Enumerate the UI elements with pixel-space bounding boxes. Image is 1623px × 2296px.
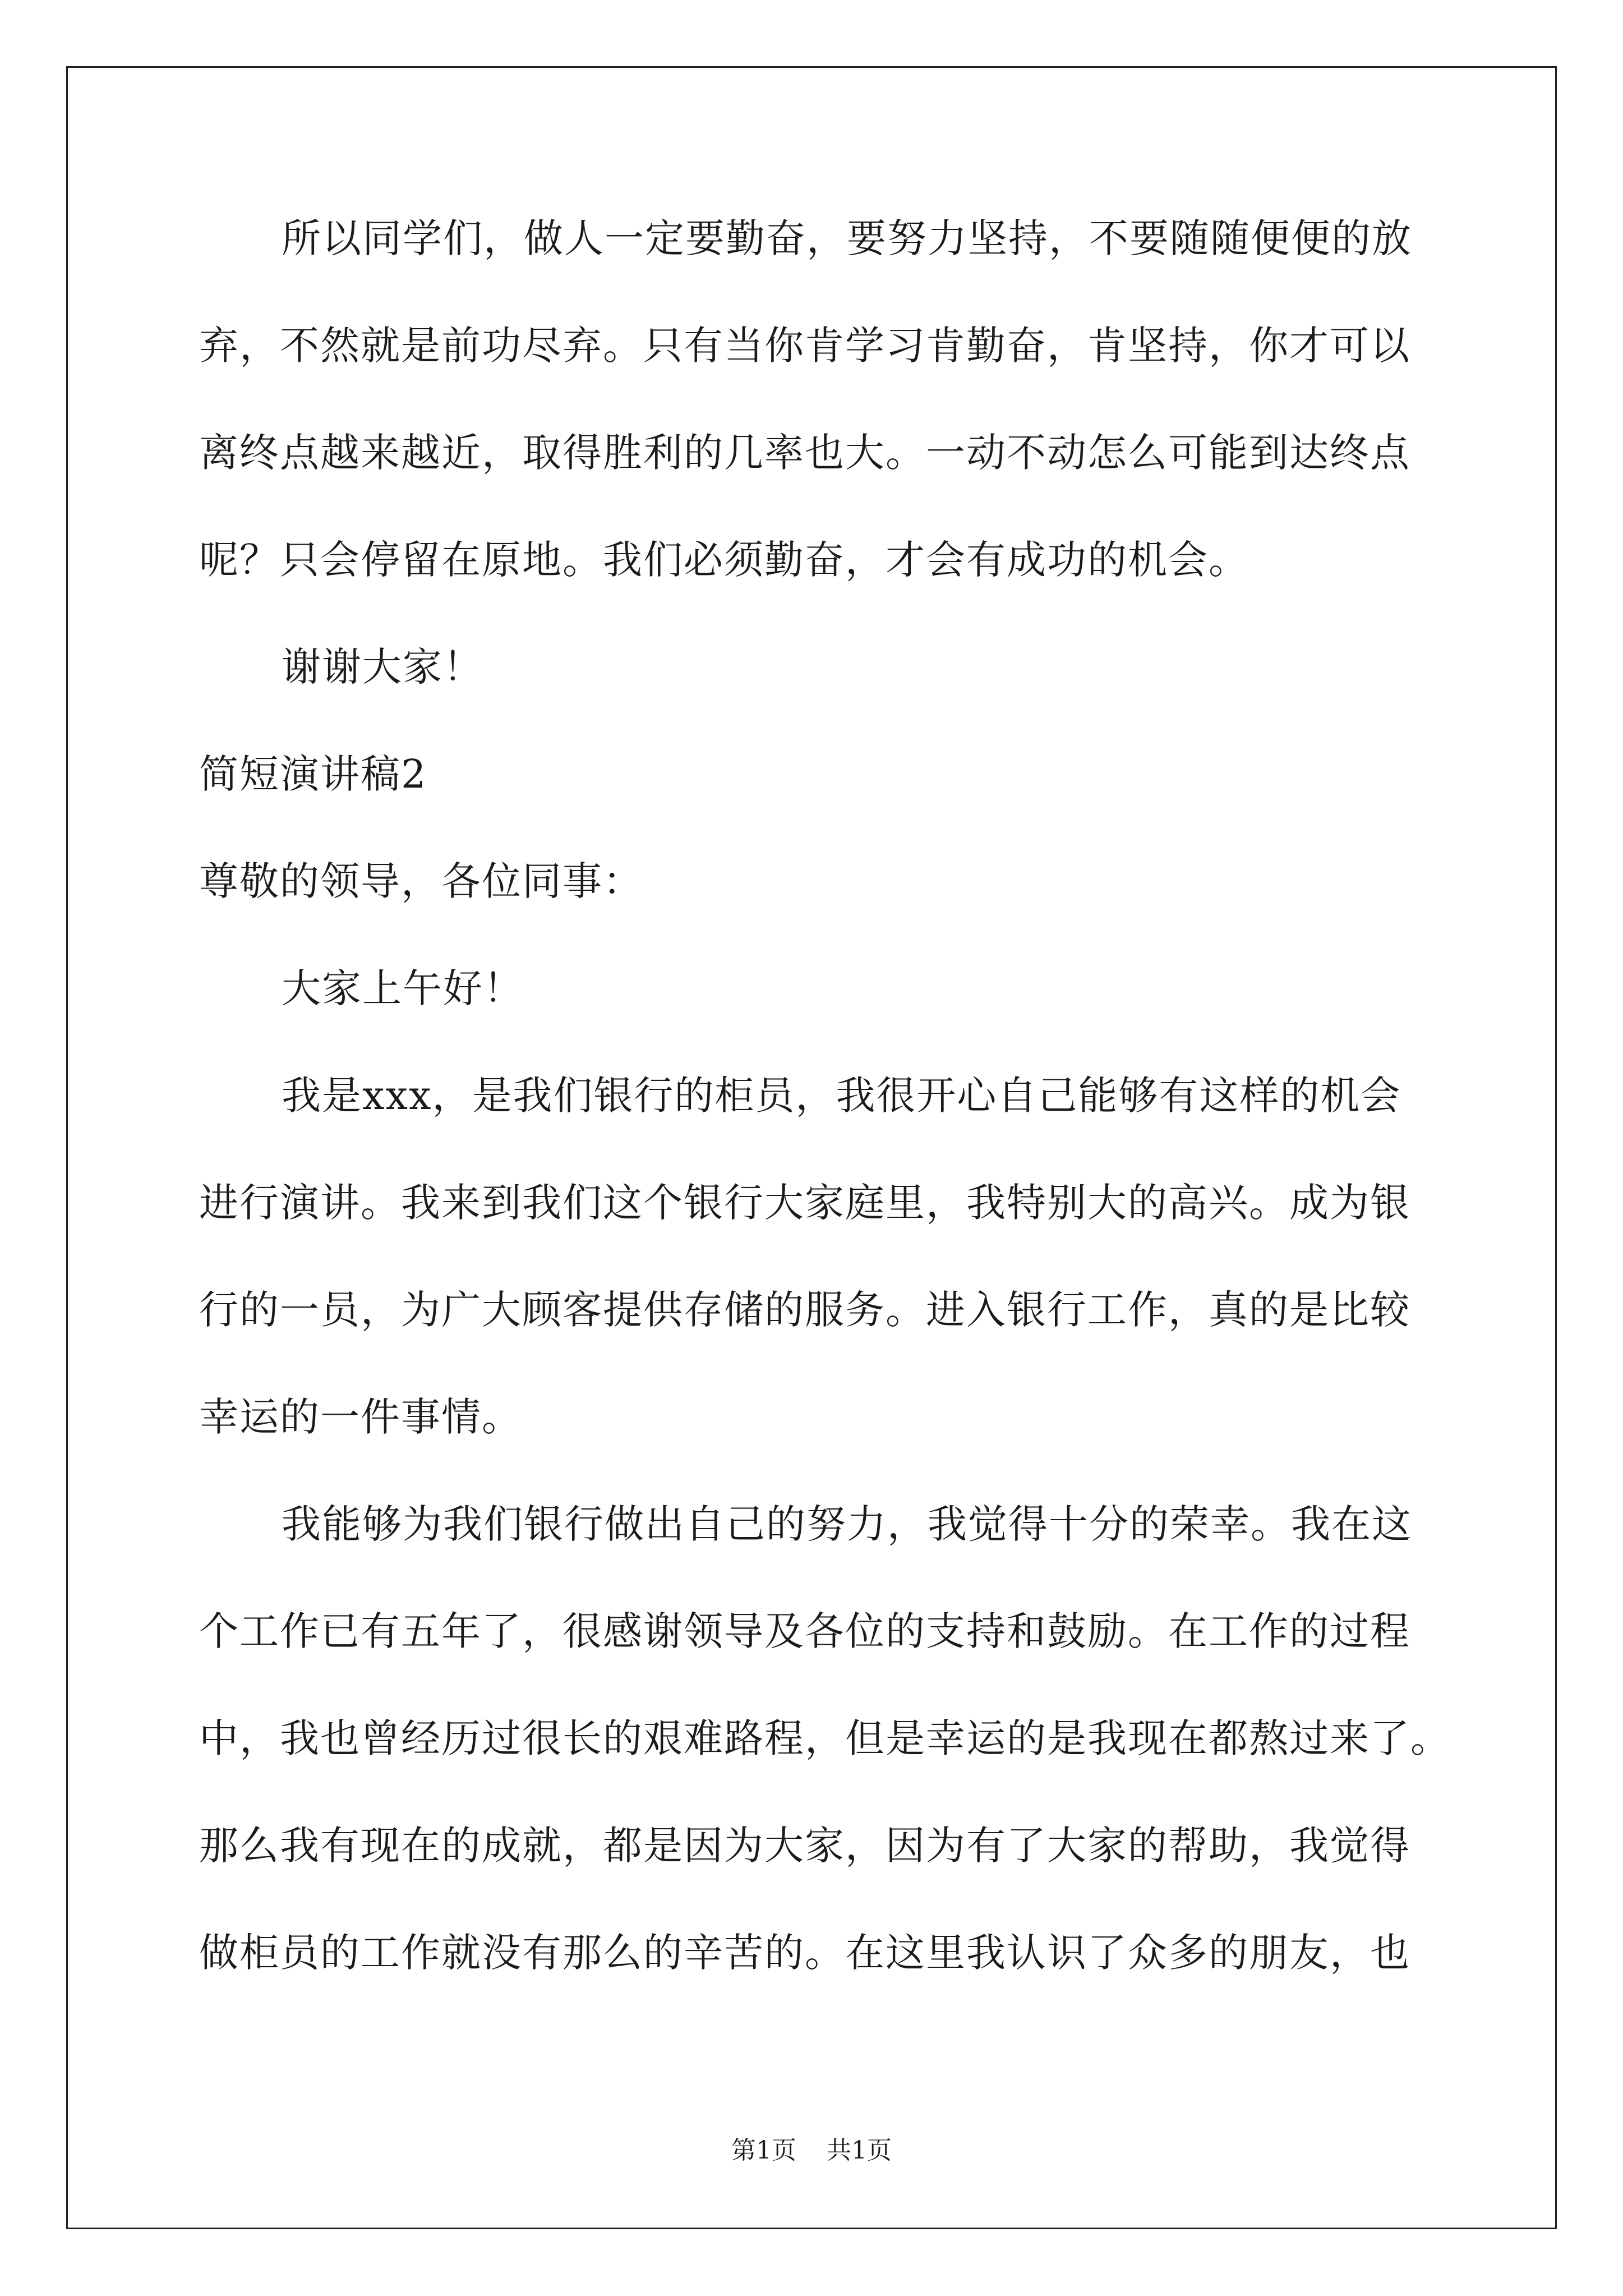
paragraph-line: 中，我也曾经历过很长的艰难路程，但是幸运的是我现在都熬过来了。 <box>199 1715 1451 1761</box>
paragraph-line: 幸运的一件事情。 <box>199 1394 522 1440</box>
paragraph-line: 个工作已有五年了，很感谢领导及各位的支持和鼓励。在工作的过程 <box>199 1608 1410 1654</box>
paragraph-line: 弃，不然就是前功尽弃。只有当你肯学习肯勤奋，肯坚持，你才可以 <box>199 323 1410 369</box>
page-number: 第1页 <box>731 2136 796 2165</box>
paragraph-line: 做柜员的工作就没有那么的辛苦的。在这里我认识了众多的朋友，也 <box>199 1930 1410 1976</box>
closing-line: 谢谢大家！ <box>282 644 483 690</box>
salutation: 尊敬的领导，各位同事： <box>199 858 643 904</box>
paragraph-line: 离终点越来越近，取得胜利的几率也大。一动不动怎么可能到达终点 <box>199 430 1410 476</box>
paragraph-line: 我能够为我们银行做出自己的努力，我觉得十分的荣幸。我在这 <box>282 1501 1412 1547</box>
paragraph-line: 所以同学们，做人一定要勤奋，要努力坚持，不要随随便便的放 <box>282 215 1412 261</box>
page-total: 共1页 <box>827 2136 892 2165</box>
page-footer <box>0 2138 1623 2163</box>
paragraph-line: 呢？只会停留在原地。我们必须勤奋，才会有成功的机会。 <box>199 537 1249 583</box>
document-body <box>199 215 1451 2040</box>
greeting: 大家上午好！ <box>282 965 524 1011</box>
paragraph-line: 我是xxx，是我们银行的柜员，我很开心自己能够有这样的机会 <box>282 1073 1401 1119</box>
paragraph-line: 行的一员，为广大顾客提供存储的服务。进入银行工作，真的是比较 <box>199 1287 1410 1333</box>
paragraph-line: 进行演讲。我来到我们这个银行大家庭里，我特别大的高兴。成为银 <box>199 1180 1410 1226</box>
section-title: 简短演讲稿2 <box>199 751 427 797</box>
paragraph-line: 那么我有现在的成就，都是因为大家，因为有了大家的帮助，我觉得 <box>199 1823 1410 1869</box>
